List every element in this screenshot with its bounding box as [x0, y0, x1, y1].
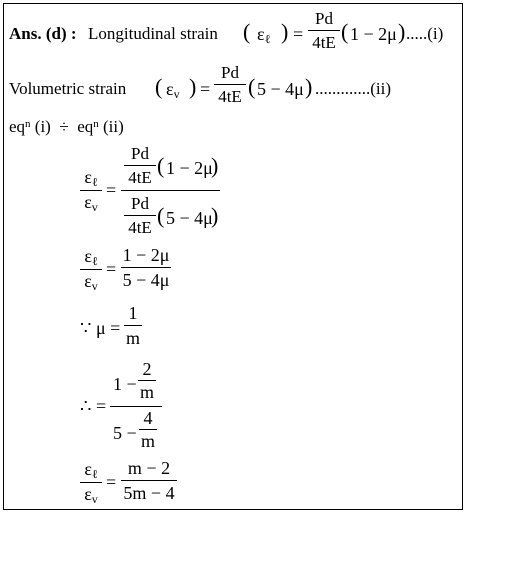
- ratio-epsl-epsv: $\varepsilon_\ell$ $\varepsilon_v$: [80, 247, 102, 292]
- epsilon-v-symbol: $\varepsilon_v$: [166, 79, 180, 101]
- fraction-pd-4te: Pd 4tE: [308, 10, 340, 51]
- equals-sign: =: [106, 259, 117, 279]
- one-minus-2mu: 1 − 2μ: [350, 24, 397, 44]
- equals-sign: =: [106, 472, 117, 492]
- main-fraction-bar: [121, 190, 220, 191]
- fraction-2-over-m: 2 m: [139, 359, 154, 402]
- equals-sign: =: [293, 24, 304, 44]
- main-fraction-bar: [110, 406, 162, 407]
- therefore-equals: ∴ =: [80, 396, 107, 416]
- close-paren: ): [398, 19, 406, 44]
- five-minus-4mu: 5 − 4μ: [257, 79, 304, 99]
- eqn-i-div-eqn-ii: $eq^n$ $(i) \div eq^n$ (ii): [9, 117, 124, 136]
- ratio-epsl-epsv: $\varepsilon_\ell$ $\varepsilon_v$: [80, 460, 102, 505]
- fraction-4-over-m: 4 m: [140, 408, 155, 451]
- open-paren: (: [248, 74, 256, 99]
- epsilon-l-symbol: $\varepsilon_\ell$: [257, 24, 271, 46]
- fraction-m-2-over-5m-4: m − 2 5m − 4: [121, 459, 177, 502]
- fraction-1-2mu-over-5-4mu: 1 − 2μ 5 − 4μ: [122, 245, 170, 290]
- open-paren: (: [157, 153, 165, 178]
- fraction-pd-4te: Pd 4tE: [214, 64, 246, 105]
- open-paren: (: [157, 203, 165, 228]
- fraction-pd-4te: Pd 4tE: [124, 145, 156, 186]
- close-paren: ): [281, 19, 289, 44]
- one-minus-label: 1 −: [113, 374, 137, 394]
- close-paren: ): [305, 74, 313, 99]
- equation-ii-label: .............(ii): [315, 79, 392, 98]
- equals-sign: =: [106, 180, 117, 200]
- equation-i-label: .....(i): [406, 24, 444, 43]
- close-paren: ): [211, 203, 219, 228]
- five-minus-label: 5 −: [113, 423, 137, 443]
- volumetric-strain-label: Volumetric strain: [9, 79, 127, 98]
- fraction-pd-4te: Pd 4tE: [124, 195, 156, 236]
- five-minus-4mu: 5 − 4μ: [166, 208, 213, 228]
- open-paren: (: [155, 74, 163, 99]
- open-paren: (: [243, 19, 251, 44]
- open-paren: (: [341, 19, 349, 44]
- close-paren: ): [189, 74, 197, 99]
- equals-sign: =: [200, 79, 211, 99]
- answer-label: Ans. (d) :: [9, 24, 77, 43]
- fraction-1-over-m: 1 m: [125, 303, 140, 348]
- ratio-epsl-epsv: $\varepsilon_\ell$ $\varepsilon_v$: [80, 168, 102, 213]
- close-paren: ): [211, 153, 219, 178]
- because-mu-equals: ∵ μ =: [80, 318, 121, 338]
- one-minus-2mu: 1 − 2μ: [166, 158, 213, 178]
- longitudinal-strain-label: Longitudinal strain: [88, 24, 218, 43]
